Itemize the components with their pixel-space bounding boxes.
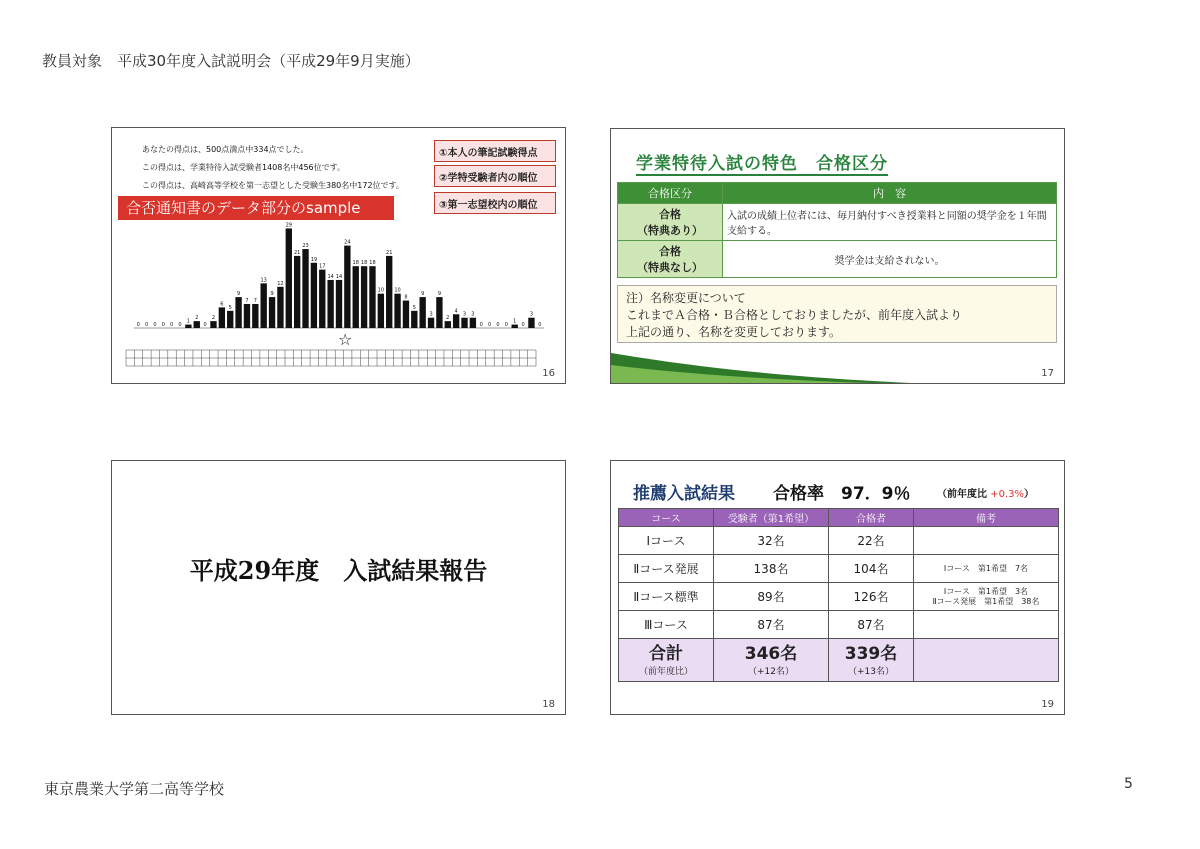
bar [344,246,350,328]
row-label: 合格 [659,245,681,258]
slide-number: 19 [1041,699,1054,710]
cell-passed: 126名 [829,583,914,611]
prev-close: ） [1023,489,1034,500]
data-label: 2 [195,315,199,322]
data-label: 7 [253,297,257,304]
data-label: 18 [369,260,376,267]
data-label: 18 [352,260,359,267]
total-applicants: 346名 [744,643,798,664]
data-label: 0 [479,322,483,328]
table-row [619,555,1059,583]
cell-note [914,527,1059,555]
bar [210,321,216,328]
note-line: Ⅰコース 第1希望 3名 [943,586,1029,596]
rank-line: この得点は、学業特待入試受験者1408名中456位です。 [142,163,345,172]
data-label: 1 [513,318,517,325]
data-label: 17 [319,263,326,270]
total-sublabel: （前年度比） [638,666,693,677]
bar [302,249,308,328]
slide-title: 学業特待入試の特色 合格区分 [636,149,888,176]
note-heading: 注）名称変更について [626,291,746,305]
data-label: 0 [203,322,207,328]
page-footer: 東京農業大学第二高等学校 [44,780,225,798]
data-label: 3 [529,311,534,318]
cell-note [914,611,1059,639]
school-rank-line: この得点は、高崎高等学校を第一志望とした受験生380名中172位です。 [142,181,404,190]
note-line: 上記の通り、名称を変更しております。 [626,325,842,339]
table-row [618,204,1057,241]
cell-course: Ⅱコース発展 [619,555,714,583]
data-label: 9 [437,291,442,298]
bar [470,318,476,328]
table-row [618,241,1057,278]
data-label: 14 [327,273,334,280]
bar [453,314,459,328]
prev-label: （前年度比 [937,489,987,500]
cell-note: Ⅰコース 第1希望 7名 [914,555,1059,583]
bar [185,325,191,328]
prev-year-comparison [937,485,1034,500]
data-label: 18 [360,260,368,267]
data-label: 5 [228,304,232,311]
bar [235,297,241,328]
bar [219,307,225,328]
bar [394,294,400,328]
callout-score: ①本人の筆記試験得点 [434,140,556,162]
pass-category-table [617,182,1057,278]
header-category: 合格区分 [618,183,723,204]
data-label: 8 [404,294,408,301]
slide-16 [111,127,566,384]
data-label: 24 [344,239,351,246]
data-label: 9 [270,291,274,298]
data-label: 7 [245,297,249,304]
table-row [619,527,1059,555]
header-passed: 合格者 [829,509,914,527]
bar [445,321,451,328]
bar [319,270,325,328]
slide-number: 16 [542,368,555,379]
data-label: 0 [504,322,508,328]
data-label: 4 [454,308,458,315]
data-label: 0 [178,322,182,328]
total-row [619,639,1059,682]
bar [353,266,359,328]
data-label: 19 [310,256,318,263]
data-label: 0 [153,322,157,328]
data-label: 12 [277,280,284,287]
cell-course: Ⅱコース標準 [619,583,714,611]
bar [386,256,392,328]
data-label: 9 [421,291,425,298]
page-header: 教員対象 平成30年度入試説明会（平成29年9月実施） [42,52,420,70]
slide-19 [610,460,1065,715]
bar [436,297,442,328]
data-label: 6 [220,301,224,308]
row-sublabel: （特典あり） [637,224,703,237]
slide-number: 17 [1041,368,1054,379]
data-label: 14 [335,273,343,280]
slide-17 [610,128,1065,384]
cell-passed: 104名 [829,555,914,583]
cell-applicants: 32名 [714,527,829,555]
bar [461,318,467,328]
bar [286,228,292,328]
cell-applicants: 89名 [714,583,829,611]
callout-rank: ②学特受験者内の順位 [434,165,556,187]
bar [361,266,367,328]
data-label: 0 [144,322,149,328]
data-label: 0 [161,322,165,328]
table-row [619,611,1059,639]
bar [194,321,200,328]
bar [369,266,375,328]
decorative-swoosh [611,343,1065,383]
header-applicants: 受験者（第1希望） [714,509,829,527]
bar [227,311,233,328]
bar [252,304,258,328]
cell-note [914,583,1059,611]
cell-passed: 22名 [829,527,914,555]
bar [327,280,333,328]
header-course: コース [619,509,714,527]
total-passed: 339名 [844,643,898,664]
data-label: 3 [462,311,467,318]
callout-school-rank: ③第一志望校内の順位 [434,192,556,214]
total-label: 合計 [649,643,683,664]
cell-course: Ⅲコース [619,611,714,639]
cell-note [914,639,1059,682]
data-label: 2 [211,315,216,322]
header-content: 内 容 [723,183,1057,204]
data-label: 5 [412,304,416,311]
row-content: 奨学金は支給されない。 [723,241,1057,278]
data-label: 0 [136,322,140,328]
data-label: 0 [521,322,525,328]
note-line: これまでＡ合格・Ｂ合格としておりましたが、前年度入試より [626,308,963,322]
cell-passed: 87名 [829,611,914,639]
row-content: 入試の成績上位者には、毎月納付すべき授業料と同額の奨学金を１年間支給する。 [723,204,1057,241]
pass-rate: 合格率 97．9％ [773,484,911,504]
data-label: 0 [488,322,492,328]
prev-value: +0.3% [990,489,1024,500]
cell-course: Ⅰコース [619,527,714,555]
score-line: あなたの得点は、500点満点中334点でした。 [142,145,309,154]
bar [428,318,434,328]
score-band-strip [126,350,536,366]
bar [411,311,417,328]
data-label: 2 [446,315,450,322]
star-icon: ☆ [338,330,353,349]
data-label: 29 [285,222,292,229]
cell-applicants: 87名 [714,611,829,639]
bar [269,297,275,328]
data-label: 21 [386,249,393,256]
header-notes: 備考 [914,509,1059,527]
table-row [619,583,1059,611]
banner-sample: 合否通知書のデータ部分のsample [118,196,394,220]
slide-18 [111,460,566,715]
bar [378,294,384,328]
data-label: 0 [538,322,542,328]
slide-title: 平成29年度 入試結果報告 [189,556,488,585]
bar [403,301,409,328]
data-label: 10 [394,287,401,294]
data-label: 23 [302,243,309,250]
slide-number: 18 [542,699,555,710]
row-label: 合格 [659,208,681,221]
total-applicants-diff: （+12名） [748,666,794,677]
page-number: 5 [1124,776,1133,792]
bar [512,325,518,328]
data-label: 0 [170,322,174,328]
bar [261,283,267,328]
bar [294,256,300,328]
note-line: Ⅱコース発展 第1希望 38名 [932,596,1040,606]
data-label: 9 [236,291,241,298]
bar [244,304,250,328]
data-label: 3 [471,311,475,318]
data-label: 3 [429,311,433,318]
row-sublabel: （特典なし） [637,261,703,274]
results-table [618,508,1059,682]
data-label: 10 [377,287,385,294]
data-label: 1 [186,318,190,325]
cell-applicants: 138名 [714,555,829,583]
bar [528,318,534,328]
bar [419,297,425,328]
bar [336,280,342,328]
data-label: 13 [260,277,267,284]
total-passed-diff: （+13名） [848,666,894,677]
bar [311,263,317,328]
data-label: 21 [293,249,301,256]
data-label: 0 [496,322,500,328]
bar [277,287,283,328]
slide-title: 推薦入試結果 [633,484,735,504]
note-box [617,285,1057,343]
